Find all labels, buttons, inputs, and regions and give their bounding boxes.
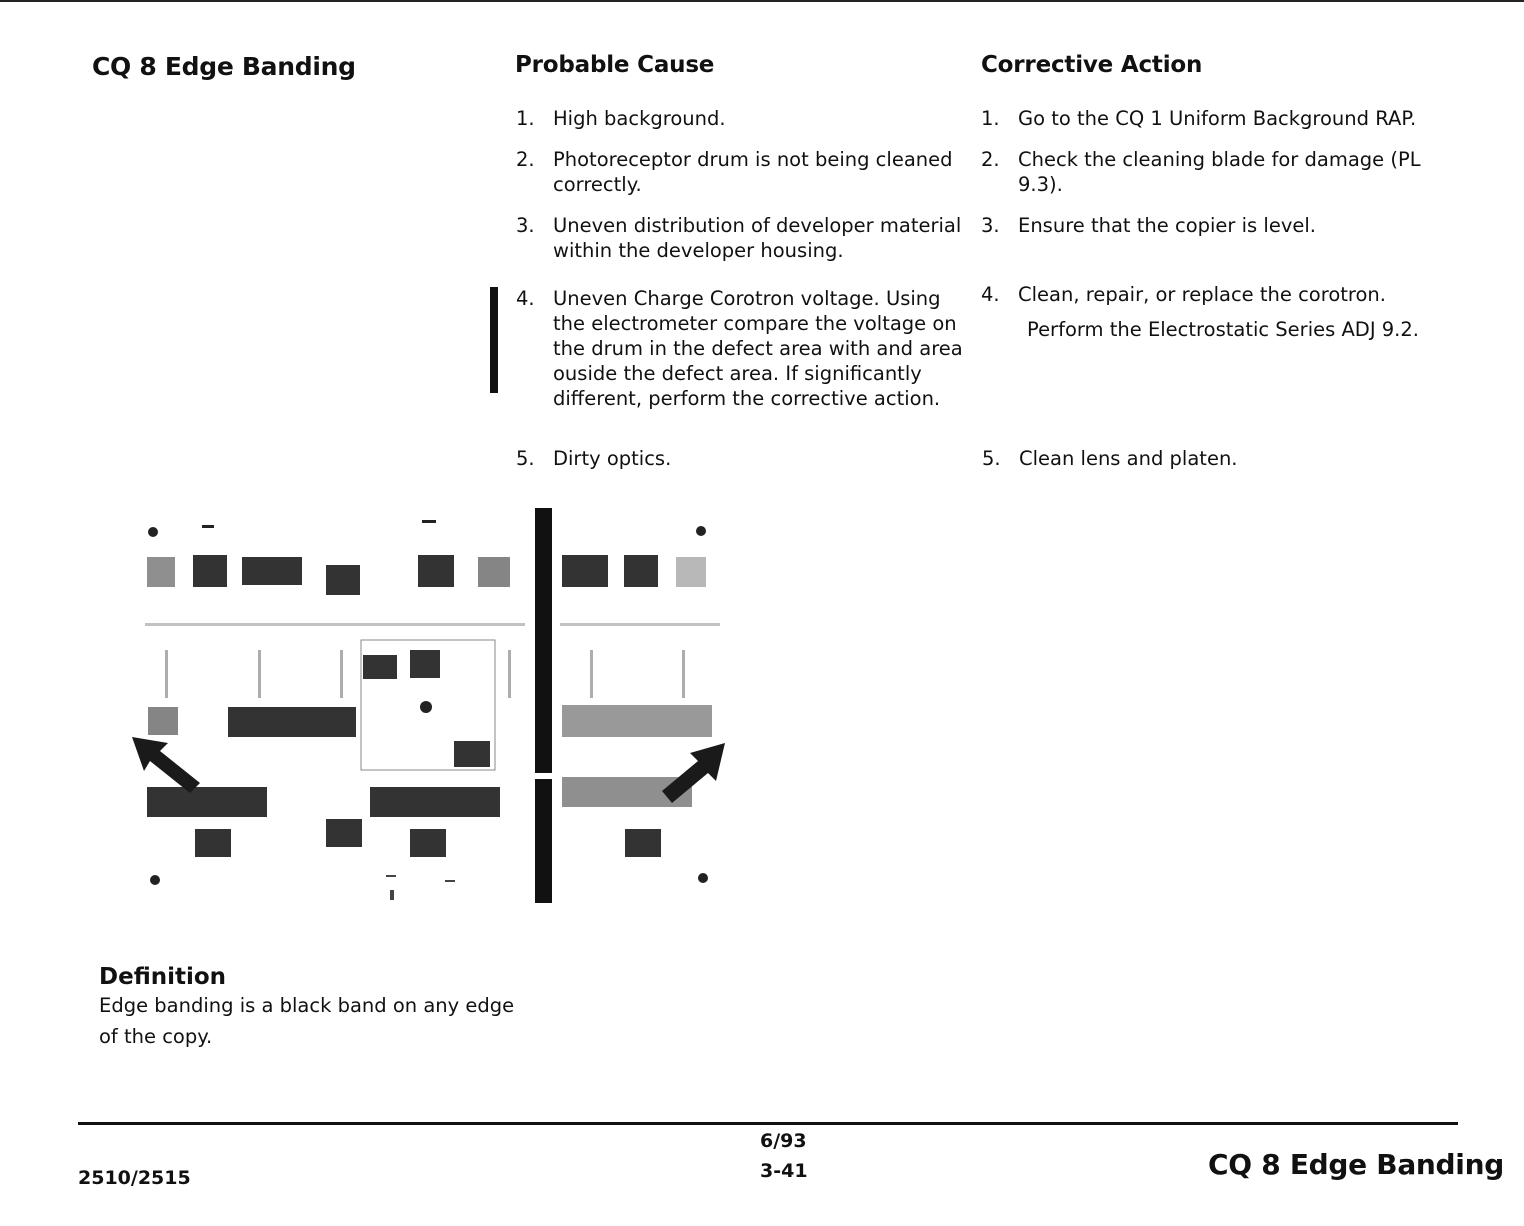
- cause-number: 1.: [516, 107, 535, 130]
- action-text: Ensure that the copier is level.: [1018, 214, 1316, 237]
- action-text: Clean, repair, or replace the corotron.: [1018, 283, 1386, 306]
- cause-text: High background.: [553, 107, 726, 130]
- footer-rule: [78, 1122, 1458, 1125]
- action-number: 1.: [981, 107, 1000, 130]
- definition-heading: Definition: [99, 964, 227, 990]
- cause-text: Uneven distribution of developer material within the developer housing.: [553, 214, 962, 262]
- cause-text: Dirty optics.: [553, 447, 672, 470]
- footer-date: 6/93: [760, 1130, 807, 1152]
- bottom-marks: [386, 875, 455, 900]
- probable-cause-heading: Probable Cause: [515, 52, 715, 78]
- test-pattern-left: [147, 555, 510, 857]
- test-pattern-right: [562, 555, 712, 857]
- arrow-icon: [662, 743, 725, 803]
- action-text: Go to the CQ 1 Uniform Background RAP.: [1018, 107, 1417, 130]
- action-number: 2.: [981, 148, 1000, 171]
- top-border: [0, 0, 1524, 2]
- footer-model: 2510/2515: [78, 1167, 191, 1189]
- action-text: Clean lens and platen.: [1019, 447, 1238, 470]
- action-number: 3.: [981, 214, 1000, 237]
- cause-number: 5.: [516, 447, 535, 470]
- edge-band-top: [535, 508, 552, 773]
- cause-number: 2.: [516, 148, 535, 171]
- revision-change-bar: [490, 287, 498, 393]
- cause-number: 3.: [516, 214, 535, 237]
- page-title: CQ 8 Edge Banding: [92, 52, 356, 81]
- action-number: 4.: [981, 283, 1000, 306]
- action-4-note: Perform the Electrostatic Series ADJ 9.2.: [1027, 318, 1419, 341]
- footer-page-number: 3-41: [760, 1160, 808, 1182]
- action-text: Check the cleaning blade for damage (PL 9.3).: [1018, 148, 1421, 196]
- corrective-action-heading: Corrective Action: [981, 52, 1203, 78]
- cause-text: Photoreceptor drum is not being cleaned correctly.: [553, 148, 953, 196]
- edge-band-bottom: [535, 779, 552, 903]
- action-number: 5.: [982, 447, 1001, 470]
- definition-text: Edge banding is a black band on any edge of the copy.: [99, 994, 515, 1048]
- footer-section-title: CQ 8 Edge Banding: [1208, 1148, 1504, 1181]
- arrow-icon: [132, 737, 200, 793]
- edge-banding-illustration: [120, 495, 750, 915]
- cause-number: 4.: [516, 287, 535, 310]
- cause-text: Uneven Charge Corotron voltage. Using the electrometer compare the voltage on the drum in the defect area with and area ouside the defect area. If significantly different, perform the corrective action.: [553, 287, 963, 410]
